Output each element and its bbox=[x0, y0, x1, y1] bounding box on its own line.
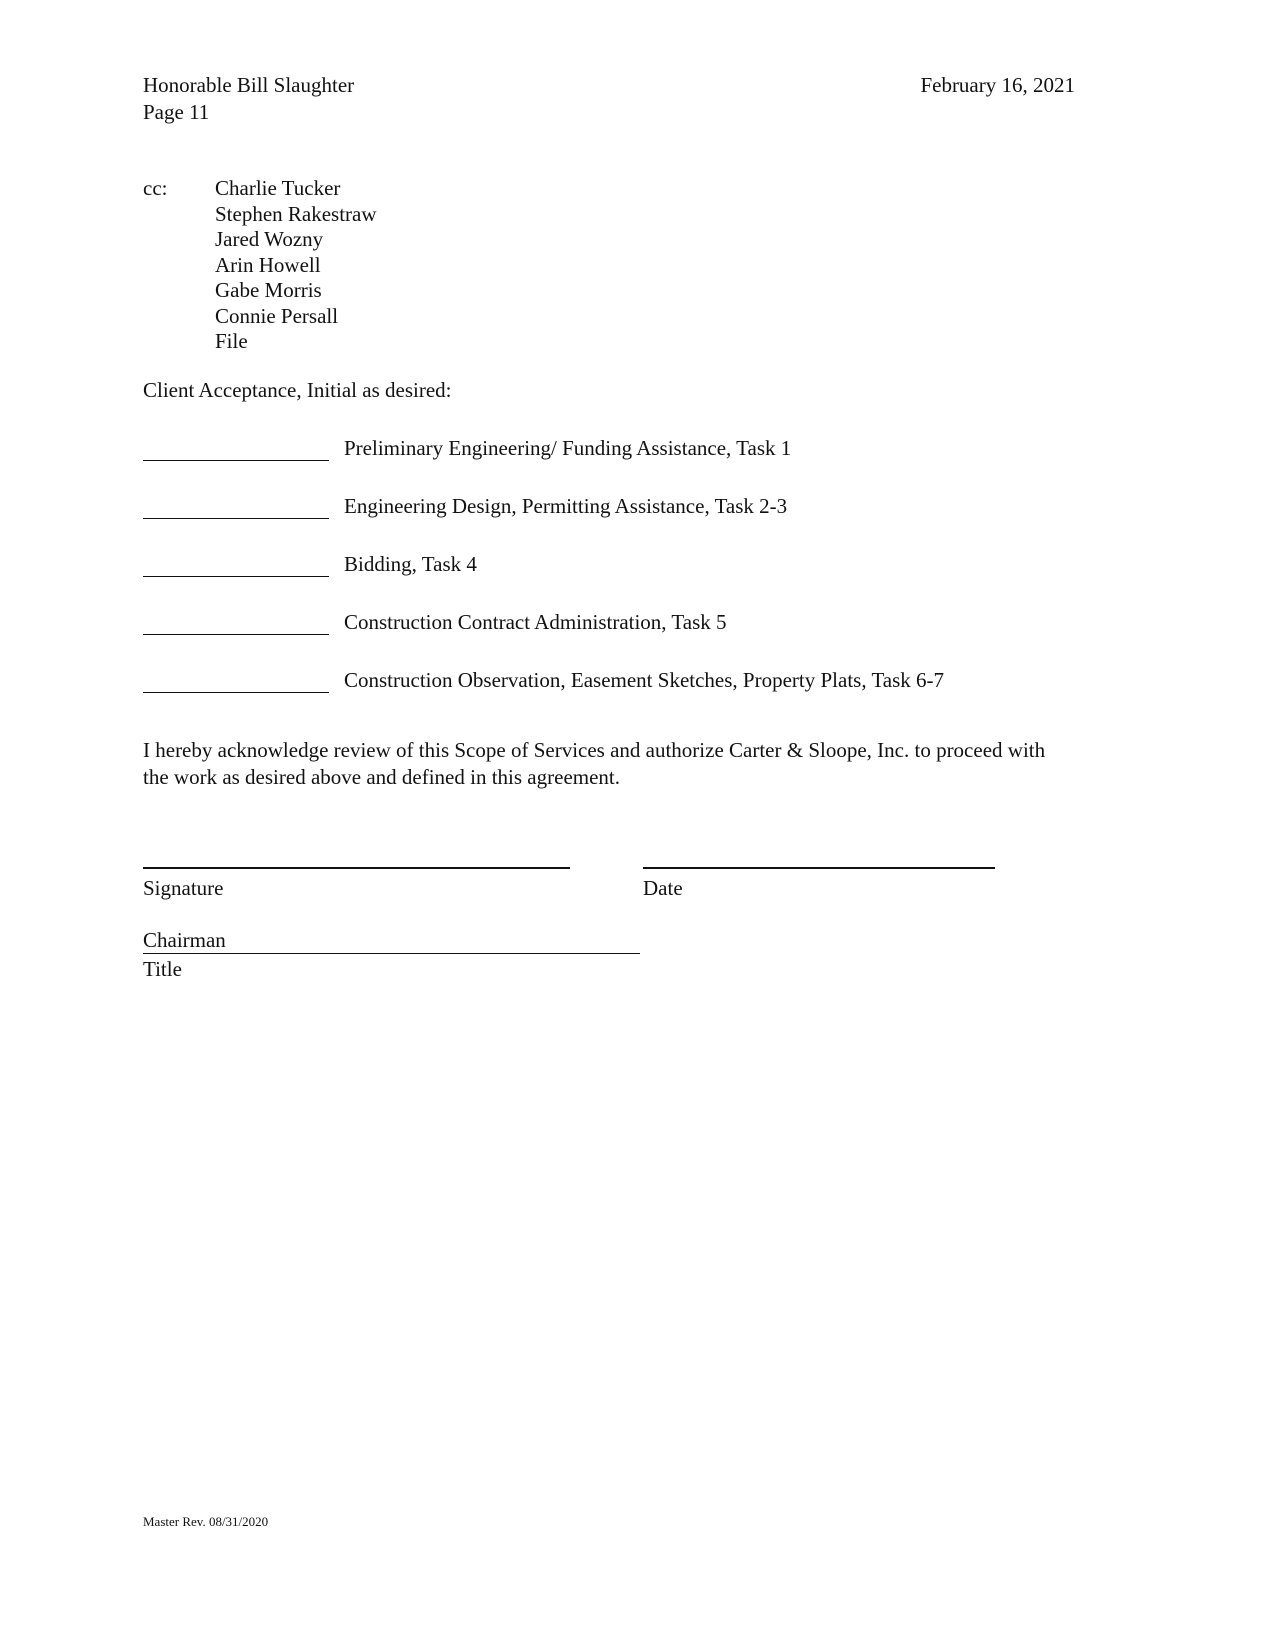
cc-name-list bbox=[215, 176, 377, 355]
acceptance-heading: Client Acceptance, Initial as desired: bbox=[143, 377, 452, 402]
cc-block bbox=[143, 176, 1075, 355]
cc-name: Connie Persall bbox=[215, 303, 339, 328]
task-label: Preliminary Engineering/ Funding Assistance, Task 1 bbox=[344, 435, 792, 460]
initial-blank-line bbox=[143, 667, 329, 693]
footer-revision-note: Master Rev. 08/31/2020 bbox=[143, 1514, 269, 1529]
signature-field bbox=[143, 843, 570, 901]
task-label: Engineering Design, Permitting Assistance, Task 2-3 bbox=[344, 493, 788, 518]
initial-blank-line bbox=[143, 435, 329, 461]
initial-blank-line bbox=[143, 609, 329, 635]
cc-name: Jared Wozny bbox=[215, 227, 324, 251]
initial-blank-line bbox=[143, 551, 329, 577]
page-header bbox=[143, 72, 1075, 126]
page-number: Page 11 bbox=[143, 100, 210, 124]
cc-name: Stephen Rakestraw bbox=[215, 201, 377, 226]
recipient-name: Honorable Bill Slaughter bbox=[143, 73, 355, 97]
initial-row bbox=[143, 493, 1075, 519]
signature-blank-line bbox=[143, 843, 570, 869]
initial-row bbox=[143, 551, 1075, 577]
acknowledgment-paragraph: I hereby acknowledge review of this Scope of Services and authorize Carter & Sloope, Inc. to proceed with the work as desired above and defined in this agreement. bbox=[143, 737, 1046, 789]
signature-row bbox=[143, 843, 1075, 901]
title-value: Chairman bbox=[143, 927, 640, 954]
date-blank-line bbox=[643, 843, 995, 869]
task-label: Construction Contract Administration, Task 5 bbox=[344, 609, 727, 634]
cc-name: Arin Howell bbox=[215, 252, 321, 277]
date-field bbox=[643, 843, 995, 901]
initial-blank-line bbox=[143, 493, 329, 519]
date-label: Date bbox=[643, 875, 683, 900]
cc-name: File bbox=[215, 329, 248, 353]
initial-row bbox=[143, 667, 1075, 693]
title-label: Title bbox=[143, 956, 182, 981]
recipient-block bbox=[143, 72, 354, 126]
cc-name: Gabe Morris bbox=[215, 278, 322, 302]
initial-row bbox=[143, 435, 1075, 461]
initial-row bbox=[143, 609, 1075, 635]
letter-date: February 16, 2021 bbox=[920, 73, 1075, 97]
cc-name: Charlie Tucker bbox=[215, 176, 341, 200]
title-field bbox=[143, 927, 1075, 982]
signature-label: Signature bbox=[143, 875, 224, 900]
task-label: Bidding, Task 4 bbox=[344, 551, 477, 576]
page-content bbox=[143, 72, 1075, 982]
cc-label: cc: bbox=[143, 176, 168, 200]
task-label: Construction Observation, Easement Sketches, Property Plats, Task 6-7 bbox=[344, 667, 945, 692]
